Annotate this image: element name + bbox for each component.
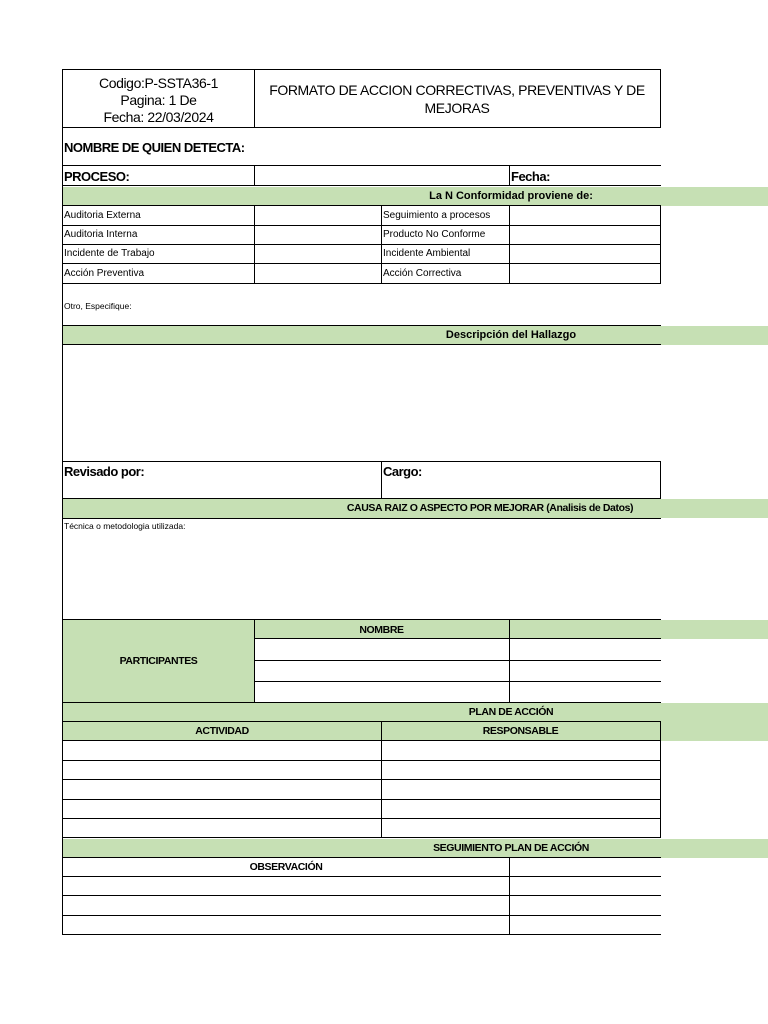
finding-description-area[interactable] xyxy=(63,345,660,461)
technique-label: Técnica o metodologia utilizada: xyxy=(64,521,186,531)
origin-check-cell[interactable] xyxy=(510,226,660,244)
page-number: Pagina: 1 De xyxy=(120,92,197,108)
origin-check-cell[interactable] xyxy=(255,226,381,244)
position-label: Cargo: xyxy=(383,464,422,479)
observation-header: OBSERVACIÓN xyxy=(249,861,323,873)
form-title-line1: FORMATO DE ACCION CORRECTIVAS, PREVENTIVAS Y DE xyxy=(269,82,645,98)
origin-check-cell[interactable] xyxy=(255,206,381,225)
origin-check-cell[interactable] xyxy=(510,206,660,225)
origin-check-cell[interactable] xyxy=(510,264,660,283)
origin-check-cell[interactable] xyxy=(510,245,660,263)
origin-heading: La N Conformidad proviene de: xyxy=(429,190,593,202)
process-field[interactable] xyxy=(255,166,509,185)
detector-label: NOMBRE DE QUIEN DETECTA: xyxy=(64,140,245,155)
form-title-line2: MEJORAS xyxy=(424,100,490,116)
origin-item: Auditoria Externa xyxy=(64,210,141,221)
date-field[interactable] xyxy=(560,166,660,185)
activity-header: ACTIVIDAD xyxy=(195,725,249,737)
participants-label: PARTICIPANTES xyxy=(119,655,198,667)
origin-item: Seguimiento a procesos xyxy=(383,210,491,221)
date-label: Fecha: xyxy=(511,169,550,184)
detector-field[interactable] xyxy=(255,128,660,165)
action-plan-heading: PLAN DE ACCIÓN xyxy=(468,706,554,718)
finding-heading: Descripción del Hallazgo xyxy=(445,329,577,341)
origin-item: Auditoria Interna xyxy=(64,229,138,240)
responsible-header: RESPONSABLE xyxy=(482,725,559,737)
follow-up-heading: SEGUIMIENTO PLAN DE ACCIÓN xyxy=(433,842,589,854)
origin-item: Incidente de Trabajo xyxy=(64,248,155,259)
reviewed-by-label: Revisado por: xyxy=(64,464,145,479)
other-specify-label: Otro, Especifique: xyxy=(64,301,132,311)
origin-check-cell[interactable] xyxy=(255,264,381,283)
document-date: Fecha: 22/03/2024 xyxy=(103,109,214,125)
origin-item: Producto No Conforme xyxy=(383,229,486,240)
root-cause-heading: CAUSA RAIZ O ASPECTO POR MEJORAR (Analisis de Datos) xyxy=(346,502,634,514)
document-code: Codigo:P-SSTA36-1 xyxy=(98,75,218,91)
process-label: PROCESO: xyxy=(64,169,130,184)
origin-item: Acción Correctiva xyxy=(383,268,462,279)
origin-item: Incidente Ambiental xyxy=(383,248,471,259)
participant-name-header: NOMBRE xyxy=(359,624,404,636)
origin-item: Acción Preventiva xyxy=(64,268,145,279)
origin-check-cell[interactable] xyxy=(255,245,381,263)
